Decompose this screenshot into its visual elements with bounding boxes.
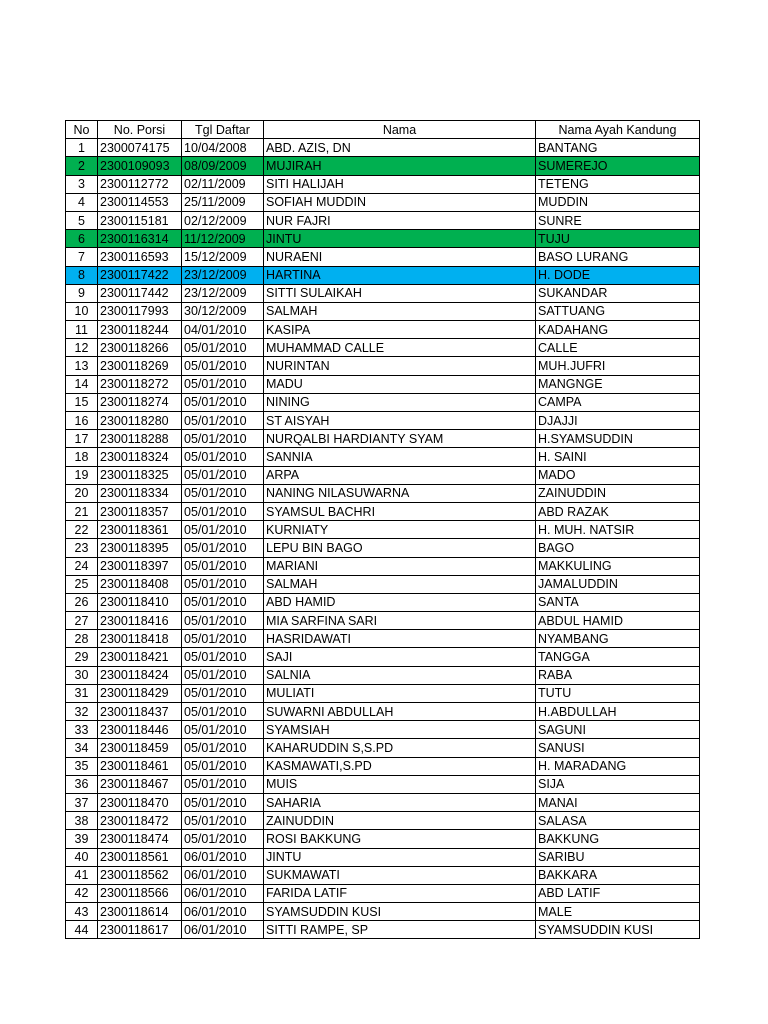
cell-tgl-daftar: 05/01/2010 (182, 612, 264, 630)
cell-nama-ayah: CALLE (536, 339, 700, 357)
cell-porsi: 2300109093 (98, 157, 182, 175)
cell-porsi: 2300118472 (98, 812, 182, 830)
cell-nama-ayah: SARIBU (536, 848, 700, 866)
cell-no: 8 (66, 266, 98, 284)
cell-no: 15 (66, 393, 98, 411)
table-row (66, 848, 700, 866)
cell-nama: ST AISYAH (264, 412, 536, 430)
cell-tgl-daftar: 06/01/2010 (182, 848, 264, 866)
cell-nama-ayah: KADAHANG (536, 321, 700, 339)
cell-nama-ayah: SAGUNI (536, 721, 700, 739)
cell-porsi: 2300115181 (98, 211, 182, 229)
cell-nama-ayah: H.ABDULLAH (536, 703, 700, 721)
cell-porsi: 2300116593 (98, 248, 182, 266)
cell-nama-ayah: ABDUL HAMID (536, 612, 700, 630)
cell-porsi: 2300118562 (98, 866, 182, 884)
cell-nama: MARIANI (264, 557, 536, 575)
cell-no: 2 (66, 157, 98, 175)
cell-porsi: 2300118474 (98, 830, 182, 848)
table-row (66, 521, 700, 539)
cell-no: 32 (66, 703, 98, 721)
cell-porsi: 2300118410 (98, 593, 182, 611)
cell-nama-ayah: MUH.JUFRI (536, 357, 700, 375)
cell-nama-ayah: BAKKARA (536, 866, 700, 884)
cell-tgl-daftar: 15/12/2009 (182, 248, 264, 266)
cell-nama-ayah: MANAI (536, 793, 700, 811)
cell-porsi: 2300118397 (98, 557, 182, 575)
cell-nama: JINTU (264, 230, 536, 248)
table-row (66, 539, 700, 557)
cell-nama-ayah: SYAMSUDDIN KUSI (536, 921, 700, 939)
cell-porsi: 2300118274 (98, 393, 182, 411)
cell-no: 21 (66, 502, 98, 520)
cell-no: 36 (66, 775, 98, 793)
cell-porsi: 2300118324 (98, 448, 182, 466)
cell-tgl-daftar: 05/01/2010 (182, 830, 264, 848)
cell-nama: KURNIATY (264, 521, 536, 539)
cell-nama-ayah: SANTA (536, 593, 700, 611)
cell-nama: MUIS (264, 775, 536, 793)
table-row (66, 630, 700, 648)
table-row (66, 466, 700, 484)
cell-porsi: 2300118266 (98, 339, 182, 357)
table-row (66, 139, 700, 157)
cell-porsi: 2300112772 (98, 175, 182, 193)
cell-nama-ayah: NYAMBANG (536, 630, 700, 648)
cell-porsi: 2300118459 (98, 739, 182, 757)
cell-nama-ayah: H.SYAMSUDDIN (536, 430, 700, 448)
cell-porsi: 2300118421 (98, 648, 182, 666)
cell-nama: NURQALBI HARDIANTY SYAM (264, 430, 536, 448)
cell-no: 44 (66, 921, 98, 939)
cell-nama-ayah: TUJU (536, 230, 700, 248)
table-row (66, 866, 700, 884)
cell-porsi: 2300118467 (98, 775, 182, 793)
cell-porsi: 2300074175 (98, 139, 182, 157)
cell-nama: MUJIRAH (264, 157, 536, 175)
cell-porsi: 2300118416 (98, 612, 182, 630)
header-porsi: No. Porsi (98, 121, 182, 139)
cell-porsi: 2300118461 (98, 757, 182, 775)
cell-no: 26 (66, 593, 98, 611)
cell-nama-ayah: SUKANDAR (536, 284, 700, 302)
cell-tgl-daftar: 06/01/2010 (182, 884, 264, 902)
cell-no: 1 (66, 139, 98, 157)
cell-nama-ayah: BAGO (536, 539, 700, 557)
table-row (66, 793, 700, 811)
table-row (66, 321, 700, 339)
cell-nama: SALNIA (264, 666, 536, 684)
cell-tgl-daftar: 06/01/2010 (182, 903, 264, 921)
cell-nama: HARTINA (264, 266, 536, 284)
table-row (66, 157, 700, 175)
cell-nama-ayah: BANTANG (536, 139, 700, 157)
cell-nama: ABD. AZIS, DN (264, 139, 536, 157)
cell-porsi: 2300117422 (98, 266, 182, 284)
cell-nama-ayah: MUDDIN (536, 193, 700, 211)
cell-nama: NANING NILASUWARNA (264, 484, 536, 502)
header-nama: Nama (264, 121, 536, 139)
table-row (66, 430, 700, 448)
cell-tgl-daftar: 05/01/2010 (182, 539, 264, 557)
table-body (66, 139, 700, 939)
table-row (66, 193, 700, 211)
cell-no: 39 (66, 830, 98, 848)
table-row (66, 266, 700, 284)
cell-nama: MADU (264, 375, 536, 393)
cell-nama: ARPA (264, 466, 536, 484)
cell-no: 18 (66, 448, 98, 466)
cell-tgl-daftar: 08/09/2009 (182, 157, 264, 175)
table-row (66, 812, 700, 830)
cell-tgl-daftar: 30/12/2009 (182, 302, 264, 320)
table-row (66, 248, 700, 266)
cell-no: 43 (66, 903, 98, 921)
cell-porsi: 2300118614 (98, 903, 182, 921)
table-row (66, 648, 700, 666)
table-row (66, 484, 700, 502)
cell-nama: SYAMSUDDIN KUSI (264, 903, 536, 921)
cell-no: 25 (66, 575, 98, 593)
table-row (66, 230, 700, 248)
cell-tgl-daftar: 23/12/2009 (182, 284, 264, 302)
cell-nama-ayah: H. MUH. NATSIR (536, 521, 700, 539)
cell-no: 23 (66, 539, 98, 557)
cell-nama: LEPU BIN BAGO (264, 539, 536, 557)
cell-no: 9 (66, 284, 98, 302)
cell-porsi: 2300116314 (98, 230, 182, 248)
cell-nama-ayah: MADO (536, 466, 700, 484)
cell-nama: NURAENI (264, 248, 536, 266)
table-row (66, 757, 700, 775)
table-row (66, 703, 700, 721)
cell-porsi: 2300118361 (98, 521, 182, 539)
cell-nama-ayah: MAKKULING (536, 557, 700, 575)
cell-tgl-daftar: 05/01/2010 (182, 703, 264, 721)
cell-nama: SYAMSIAH (264, 721, 536, 739)
header-nama-ayah: Nama Ayah Kandung (536, 121, 700, 139)
cell-nama: MULIATI (264, 684, 536, 702)
cell-no: 11 (66, 321, 98, 339)
cell-nama-ayah: SANUSI (536, 739, 700, 757)
cell-tgl-daftar: 05/01/2010 (182, 739, 264, 757)
cell-tgl-daftar: 11/12/2009 (182, 230, 264, 248)
table-row (66, 739, 700, 757)
cell-porsi: 2300118446 (98, 721, 182, 739)
cell-tgl-daftar: 05/01/2010 (182, 430, 264, 448)
table-row (66, 557, 700, 575)
cell-tgl-daftar: 05/01/2010 (182, 466, 264, 484)
cell-nama: NINING (264, 393, 536, 411)
cell-nama-ayah: ABD LATIF (536, 884, 700, 902)
table-row (66, 903, 700, 921)
cell-tgl-daftar: 05/01/2010 (182, 630, 264, 648)
cell-no: 31 (66, 684, 98, 702)
cell-tgl-daftar: 10/04/2008 (182, 139, 264, 157)
cell-nama-ayah: CAMPA (536, 393, 700, 411)
table-row (66, 721, 700, 739)
cell-no: 22 (66, 521, 98, 539)
cell-tgl-daftar: 05/01/2010 (182, 393, 264, 411)
cell-tgl-daftar: 05/01/2010 (182, 684, 264, 702)
cell-nama: SAJI (264, 648, 536, 666)
table-header-row (66, 121, 700, 139)
cell-nama: MIA SARFINA SARI (264, 612, 536, 630)
cell-porsi: 2300117442 (98, 284, 182, 302)
cell-porsi: 2300118418 (98, 630, 182, 648)
cell-no: 42 (66, 884, 98, 902)
cell-nama-ayah: SIJA (536, 775, 700, 793)
cell-no: 33 (66, 721, 98, 739)
cell-nama-ayah: MANGNGE (536, 375, 700, 393)
cell-porsi: 2300118272 (98, 375, 182, 393)
header-no: No (66, 121, 98, 139)
cell-nama-ayah: SALASA (536, 812, 700, 830)
cell-nama: KASIPA (264, 321, 536, 339)
cell-nama: NURINTAN (264, 357, 536, 375)
cell-no: 40 (66, 848, 98, 866)
cell-nama: SANNIA (264, 448, 536, 466)
cell-porsi: 2300118470 (98, 793, 182, 811)
cell-no: 35 (66, 757, 98, 775)
cell-no: 16 (66, 412, 98, 430)
cell-no: 7 (66, 248, 98, 266)
cell-tgl-daftar: 05/01/2010 (182, 412, 264, 430)
cell-nama-ayah: TANGGA (536, 648, 700, 666)
cell-nama: HASRIDAWATI (264, 630, 536, 648)
cell-no: 12 (66, 339, 98, 357)
cell-nama: SITTI SULAIKAH (264, 284, 536, 302)
cell-no: 27 (66, 612, 98, 630)
cell-porsi: 2300118617 (98, 921, 182, 939)
cell-porsi: 2300118357 (98, 502, 182, 520)
cell-nama-ayah: BAKKUNG (536, 830, 700, 848)
cell-porsi: 2300117993 (98, 302, 182, 320)
table-row (66, 284, 700, 302)
table-row (66, 830, 700, 848)
cell-nama: ROSI BAKKUNG (264, 830, 536, 848)
table-row (66, 211, 700, 229)
cell-no: 37 (66, 793, 98, 811)
cell-nama-ayah: RABA (536, 666, 700, 684)
table-row (66, 393, 700, 411)
cell-tgl-daftar: 05/01/2010 (182, 812, 264, 830)
cell-tgl-daftar: 02/12/2009 (182, 211, 264, 229)
cell-tgl-daftar: 05/01/2010 (182, 448, 264, 466)
cell-porsi: 2300118244 (98, 321, 182, 339)
cell-tgl-daftar: 05/01/2010 (182, 557, 264, 575)
cell-no: 19 (66, 466, 98, 484)
table-row (66, 921, 700, 939)
cell-no: 4 (66, 193, 98, 211)
cell-nama-ayah: DJAJJI (536, 412, 700, 430)
cell-nama-ayah: SATTUANG (536, 302, 700, 320)
cell-nama-ayah: JAMALUDDIN (536, 575, 700, 593)
cell-nama: SALMAH (264, 575, 536, 593)
cell-nama: SUKMAWATI (264, 866, 536, 884)
cell-nama: FARIDA LATIF (264, 884, 536, 902)
table-row (66, 593, 700, 611)
cell-nama: MUHAMMAD CALLE (264, 339, 536, 357)
cell-nama: SOFIAH MUDDIN (264, 193, 536, 211)
cell-tgl-daftar: 05/01/2010 (182, 757, 264, 775)
cell-no: 20 (66, 484, 98, 502)
cell-nama: SALMAH (264, 302, 536, 320)
cell-tgl-daftar: 23/12/2009 (182, 266, 264, 284)
cell-nama-ayah: H. MARADANG (536, 757, 700, 775)
cell-nama-ayah: MALE (536, 903, 700, 921)
cell-nama: NUR FAJRI (264, 211, 536, 229)
cell-tgl-daftar: 05/01/2010 (182, 575, 264, 593)
cell-nama: ZAINUDDIN (264, 812, 536, 830)
cell-tgl-daftar: 05/01/2010 (182, 339, 264, 357)
cell-tgl-daftar: 04/01/2010 (182, 321, 264, 339)
cell-nama: SUWARNI ABDULLAH (264, 703, 536, 721)
cell-tgl-daftar: 05/01/2010 (182, 357, 264, 375)
table-row (66, 775, 700, 793)
cell-no: 30 (66, 666, 98, 684)
cell-no: 14 (66, 375, 98, 393)
cell-porsi: 2300118288 (98, 430, 182, 448)
cell-tgl-daftar: 02/11/2009 (182, 175, 264, 193)
cell-tgl-daftar: 06/01/2010 (182, 866, 264, 884)
cell-no: 6 (66, 230, 98, 248)
cell-no: 13 (66, 357, 98, 375)
table-row (66, 357, 700, 375)
cell-no: 10 (66, 302, 98, 320)
cell-nama-ayah: H. DODE (536, 266, 700, 284)
cell-nama: JINTU (264, 848, 536, 866)
cell-no: 34 (66, 739, 98, 757)
cell-porsi: 2300118269 (98, 357, 182, 375)
registration-table (65, 120, 700, 939)
cell-porsi: 2300118408 (98, 575, 182, 593)
cell-tgl-daftar: 05/01/2010 (182, 375, 264, 393)
cell-tgl-daftar: 05/01/2010 (182, 721, 264, 739)
cell-nama: SITTI RAMPE, SP (264, 921, 536, 939)
cell-tgl-daftar: 06/01/2010 (182, 921, 264, 939)
cell-no: 17 (66, 430, 98, 448)
cell-nama-ayah: TUTU (536, 684, 700, 702)
cell-porsi: 2300118395 (98, 539, 182, 557)
cell-no: 28 (66, 630, 98, 648)
cell-nama-ayah: BASO LURANG (536, 248, 700, 266)
cell-nama-ayah: SUMEREJO (536, 157, 700, 175)
cell-tgl-daftar: 05/01/2010 (182, 502, 264, 520)
table-row (66, 575, 700, 593)
table-row (66, 448, 700, 466)
cell-porsi: 2300118566 (98, 884, 182, 902)
cell-tgl-daftar: 05/01/2010 (182, 648, 264, 666)
cell-nama: SITI HALIJAH (264, 175, 536, 193)
cell-tgl-daftar: 05/01/2010 (182, 521, 264, 539)
table-row (66, 302, 700, 320)
cell-porsi: 2300118429 (98, 684, 182, 702)
cell-porsi: 2300118280 (98, 412, 182, 430)
table-row (66, 502, 700, 520)
cell-nama-ayah: ABD RAZAK (536, 502, 700, 520)
cell-nama: ABD HAMID (264, 593, 536, 611)
cell-tgl-daftar: 05/01/2010 (182, 793, 264, 811)
cell-nama: SYAMSUL BACHRI (264, 502, 536, 520)
cell-porsi: 2300118334 (98, 484, 182, 502)
cell-nama: KASMAWATI,S.PD (264, 757, 536, 775)
cell-tgl-daftar: 05/01/2010 (182, 666, 264, 684)
cell-no: 24 (66, 557, 98, 575)
cell-porsi: 2300118424 (98, 666, 182, 684)
cell-nama-ayah: ZAINUDDIN (536, 484, 700, 502)
cell-tgl-daftar: 25/11/2009 (182, 193, 264, 211)
cell-no: 5 (66, 211, 98, 229)
cell-tgl-daftar: 05/01/2010 (182, 484, 264, 502)
cell-tgl-daftar: 05/01/2010 (182, 593, 264, 611)
cell-nama: KAHARUDDIN S,S.PD (264, 739, 536, 757)
cell-porsi: 2300118325 (98, 466, 182, 484)
cell-porsi: 2300118437 (98, 703, 182, 721)
cell-porsi: 2300114553 (98, 193, 182, 211)
table-row (66, 684, 700, 702)
cell-no: 38 (66, 812, 98, 830)
cell-no: 3 (66, 175, 98, 193)
cell-no: 29 (66, 648, 98, 666)
cell-no: 41 (66, 866, 98, 884)
cell-nama-ayah: SUNRE (536, 211, 700, 229)
table-row (66, 612, 700, 630)
table-row (66, 339, 700, 357)
table-row (66, 375, 700, 393)
cell-nama: SAHARIA (264, 793, 536, 811)
cell-porsi: 2300118561 (98, 848, 182, 866)
table-row (66, 666, 700, 684)
cell-nama-ayah: TETENG (536, 175, 700, 193)
cell-tgl-daftar: 05/01/2010 (182, 775, 264, 793)
table-row (66, 412, 700, 430)
header-tgl-daftar: Tgl Daftar (182, 121, 264, 139)
cell-nama-ayah: H. SAINI (536, 448, 700, 466)
table-row (66, 175, 700, 193)
table-row (66, 884, 700, 902)
